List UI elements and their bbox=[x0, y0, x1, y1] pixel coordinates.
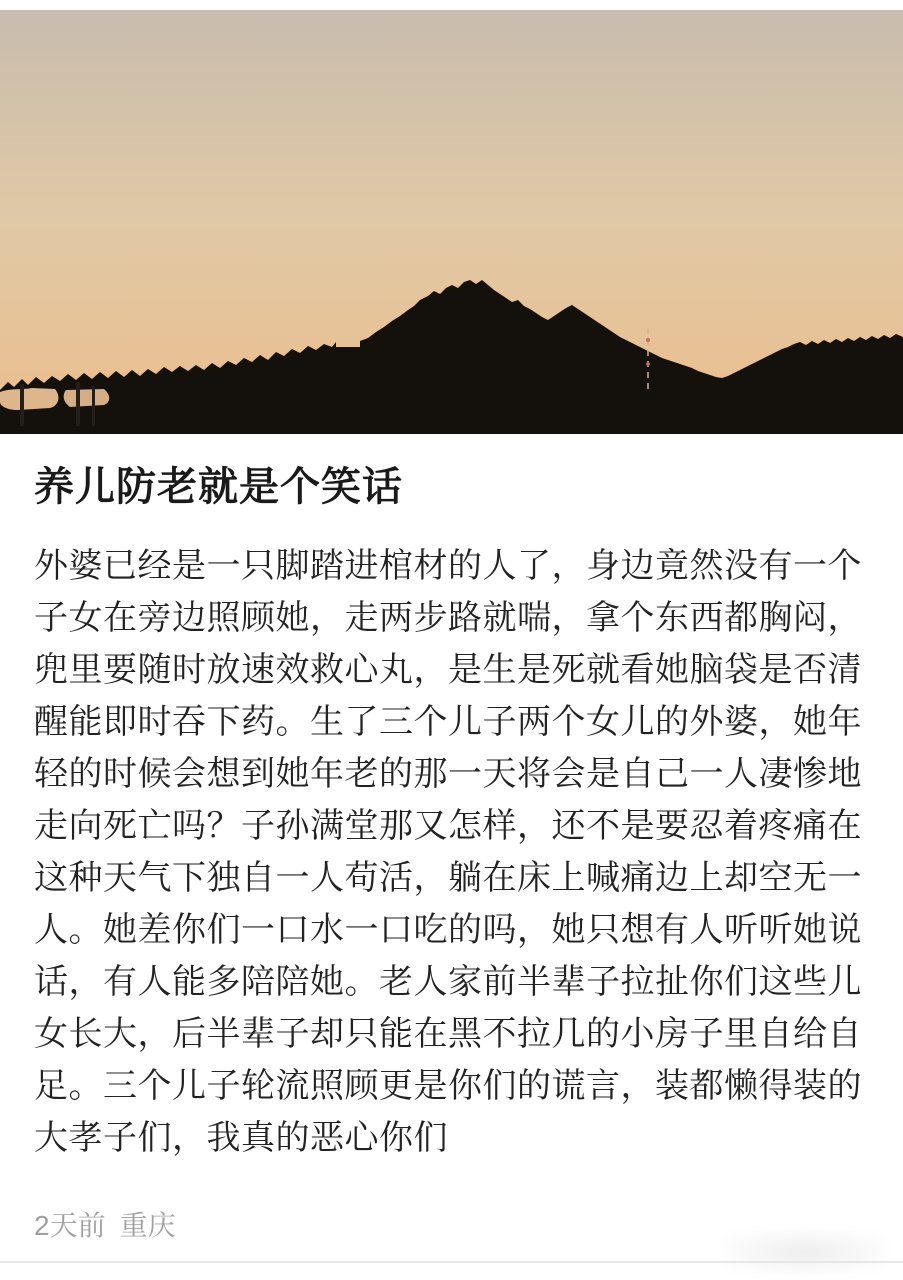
post-content bbox=[0, 434, 903, 1244]
post-title: 养儿防老就是个笑话 bbox=[34, 465, 403, 509]
antenna-lamp bbox=[646, 338, 650, 342]
mountain-silhouette bbox=[0, 280, 903, 434]
pole-3 bbox=[92, 386, 95, 426]
post-timestamp: 2天前 bbox=[34, 1210, 106, 1241]
post-body-text: 外婆已经是一只脚踏进棺材的人了，身边竟然没有一个子女在旁边照顾她，走两步路就喘，拿个东西都胸闷，兜里要随时放速效救心丸，是生是死就看她脑袋是否清醒能即时吞下药。生了三个儿子两个女儿的外婆，她年轻的时候会想到她年老的那一天将会是自己一人凄惨地走向死亡吗？子孙满堂那又怎样，还不是要忍着疼痛在这种天气下独自一人苟活，躺在床上喊痛边上却空无一人。她差你们一口水一口吃的吗，她只想有人听听她说话，有人能多陪陪她。老人家前半辈子拉扯你们这些儿女长大，后半辈子却只能在黑不拉几的小房子里自给自足。三个儿子轮流照顾更是你们的谎言，装都懒得装的大孝子们，我真的恶心你们 bbox=[34, 547, 862, 1157]
mountain-silhouette-graphic bbox=[0, 10, 903, 434]
sky-gap-left-2 bbox=[64, 389, 110, 407]
sky-gap-left bbox=[0, 388, 58, 410]
pole-2 bbox=[76, 382, 80, 426]
pole-1 bbox=[20, 384, 24, 426]
post-photo[interactable] bbox=[0, 10, 903, 434]
bottom-divider bbox=[0, 1261, 903, 1263]
antenna-lamp-2 bbox=[646, 362, 650, 366]
post-meta bbox=[34, 1204, 869, 1244]
post-location: 重庆 bbox=[119, 1210, 176, 1241]
